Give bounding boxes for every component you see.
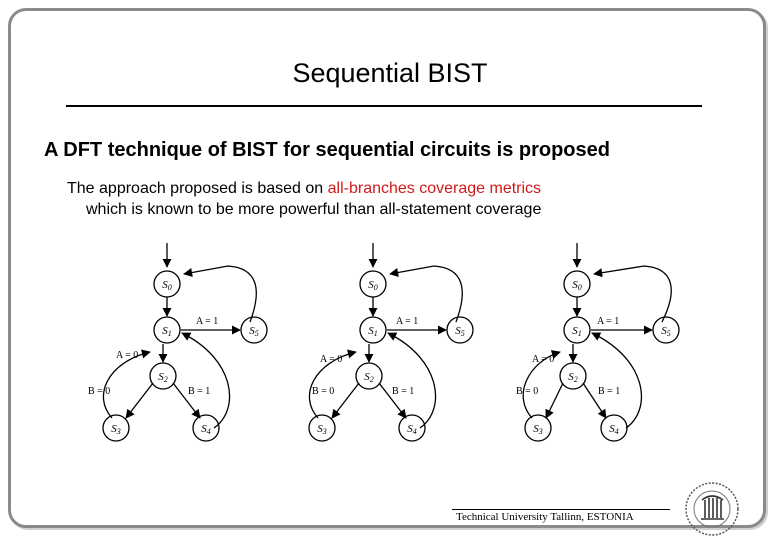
edge-s5-s0 [184,266,256,322]
edge-label-b0: B = 0 [516,386,539,397]
highlight-phrase: all-branches coverage metrics [327,180,542,197]
state-diagram-3 [523,243,679,441]
edge-s4-s1 [388,333,436,428]
edge-label-a1: A = 1 [396,316,419,327]
node-label-s5: S5 [455,325,465,338]
edge-s4-s1 [592,333,641,428]
slide-heading: A DFT technique of BIST for sequential circuits is proposed [44,139,610,161]
node-label-s0: S0 [572,279,582,292]
edge-label-a0: A = 0 [320,354,343,365]
node-label-s1: S1 [368,325,378,338]
footer-divider [452,509,670,510]
node-label-s5: S5 [249,325,259,338]
node-label-s2: S2 [364,371,374,384]
state-diagram-2 [309,243,473,441]
node-label-s3: S3 [533,423,543,436]
state-diagram-1 [103,243,267,441]
edge-s3-s1 [103,352,150,418]
edge-label-b0: B = 0 [312,386,335,397]
node-label-s2: S2 [158,371,168,384]
edge-label-b1: B = 1 [598,386,621,397]
node-label-s2: S2 [568,371,578,384]
node-label-s3: S3 [317,423,327,436]
body-line-1-text: The approach proposed is based on [67,180,328,197]
body-line-2: which is known to be more powerful than all-statement coverage [86,201,542,218]
edge-label-a0: A = 0 [532,354,555,365]
edge-label-b1: B = 1 [188,386,211,397]
node-label-s3: S3 [111,423,121,436]
edge-label-b1: B = 1 [392,386,415,397]
node-label-s4: S4 [201,423,211,436]
edge-s5-s0 [390,266,462,322]
node-label-s5: S5 [661,325,671,338]
node-label-s1: S1 [572,325,582,338]
edge-s2-s3 [126,383,153,418]
node-label-s1: S1 [162,325,172,338]
edge-label-a1: A = 1 [597,316,620,327]
node-label-s4: S4 [609,423,619,436]
node-label-s4: S4 [407,423,417,436]
edge-s2-s3 [332,383,359,418]
edge-s2-s3 [546,383,563,418]
slide-title: Sequential BIST [292,58,488,88]
edge-label-a1: A = 1 [196,316,219,327]
node-label-s0: S0 [162,279,172,292]
edge-label-a0: A = 0 [116,350,139,361]
edge-label-b0: B = 0 [88,386,111,397]
footer-institution: Technical University Tallinn, ESTONIA [456,511,634,523]
node-label-s0: S0 [368,279,378,292]
edge-s5-s0 [594,266,671,322]
university-seal-logo [683,480,741,538]
edge-s4-s1 [182,333,230,428]
